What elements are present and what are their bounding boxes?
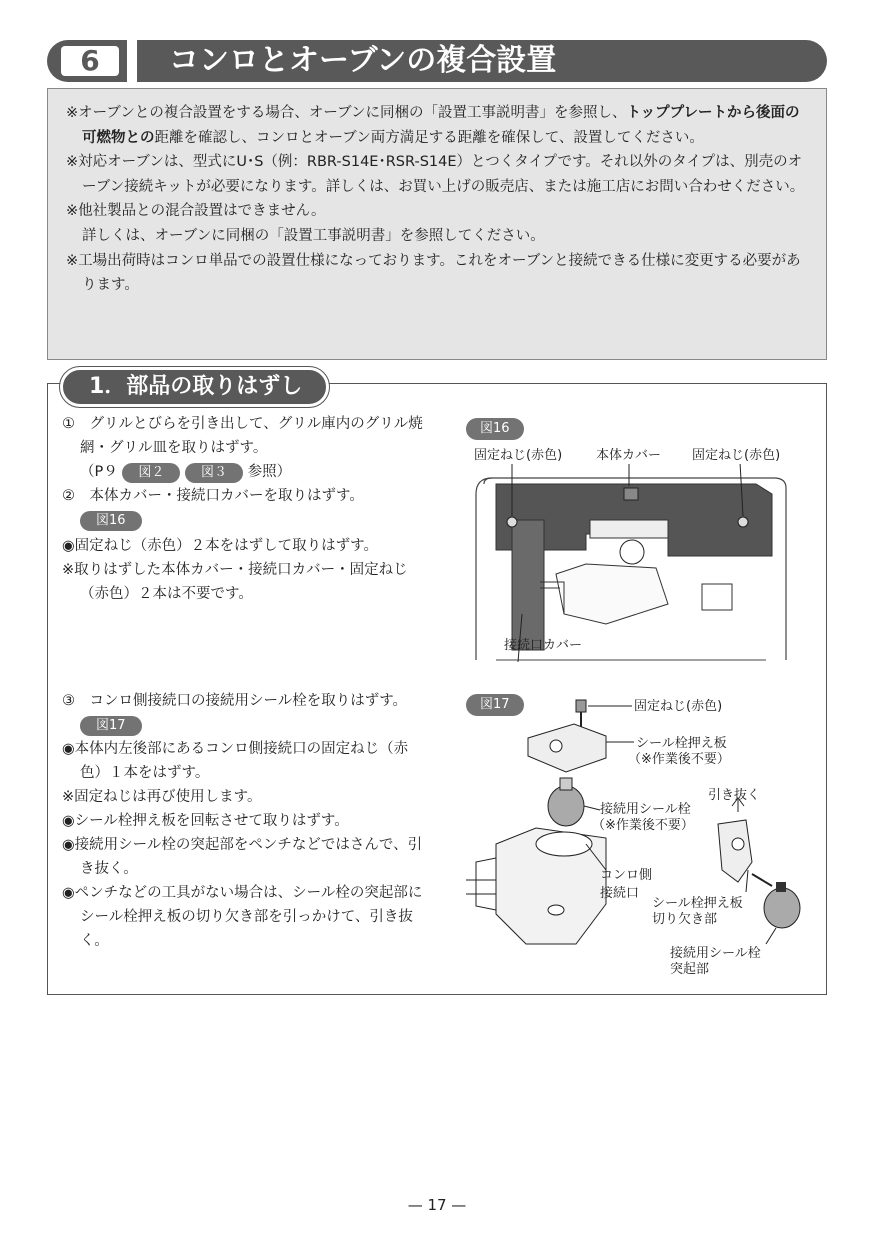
fig16-screw-left: 固定ねじ(赤色): [474, 448, 563, 463]
step-1-ref: （P９ 図２ 図３ 参照）: [62, 460, 424, 484]
step3-text: [62, 689, 424, 953]
figure-17: [456, 694, 816, 984]
step1-text: [62, 412, 424, 606]
fig16-body-cover: 本体カバー: [596, 448, 662, 463]
section-number: 6: [61, 46, 119, 76]
note-3: ※他社製品との混合設置はできません。: [66, 203, 326, 220]
step-3-bullet-3: ◉シール栓押え板を回転させて取りはずす。: [62, 813, 349, 829]
step-2-fig: [62, 508, 424, 532]
fig17-plate-1: シール栓押え板: [636, 736, 727, 751]
fig3-badge[interactable]: 図３: [185, 463, 243, 483]
fig17-proj-2: 突起部: [670, 962, 710, 977]
section-heading: コンロとオーブンの複合設置: [169, 43, 557, 78]
fig16-drawing: [456, 464, 796, 664]
header-divider: [127, 40, 137, 82]
fig17-label: 図17: [466, 694, 524, 716]
fig17-screw: 固定ねじ(赤色): [634, 699, 723, 714]
fig17-badge[interactable]: 図17: [80, 716, 142, 736]
step-3-bullet-1: ◉本体内左後部にあるコンロ側接続口の固定ねじ（赤色）１本をはずす。: [62, 741, 409, 781]
fig16-label: 図16: [466, 418, 524, 440]
fig17-pull: 引き抜く: [708, 788, 761, 803]
fig17-port-1: コンロ側: [600, 868, 653, 883]
step-2-bullet-2: ※取りはずした本体カバー・接続口カバー・固定ねじ（赤色）２本は不要です。: [62, 562, 408, 602]
notes-box: [47, 88, 827, 360]
fig17-proj-1: 接続用シール栓: [670, 946, 761, 961]
note-3b: 詳しくは、オーブンに同梱の「設置工事説明書」を参照してください。: [82, 227, 545, 244]
fig17-port-2: 接続口: [600, 886, 640, 901]
fig17-plate-2: （※作業後不要）: [628, 752, 730, 767]
note-4: ※工場出荷時はコンロ単品での設置仕様になっております。これをオーブンと接続できる仕様に変更する必要があります。: [66, 252, 801, 294]
fig17-notch-1: シール栓押え板: [652, 896, 743, 911]
page-number: — 17 —: [407, 1196, 467, 1214]
step-2: ② 本体カバー・接続口カバーを取りはずす。: [62, 488, 364, 504]
step-1: ① グリルとびらを引き出して、グリル庫内のグリル焼網・グリル皿を取りはずす。: [62, 416, 423, 456]
step-3-bullet-5: ◉ペンチなどの工具がない場合は、シール栓の突起部にシール栓押え板の切り欠き部を引っかけて、引き抜く。: [62, 885, 423, 949]
note-2: ※対応オーブンは、型式にU･S（例：RBR-S14E･RSR-S14E）とつくタイプです。それ以外のタイプは、別売のオーブン接続キットが必要になります。詳しくは、お買い上げの販売店、または施工店にお問い合わせください。: [66, 154, 805, 195]
figure-16: [456, 416, 796, 656]
fig16-badge[interactable]: 図16: [80, 511, 142, 531]
fig17-seal-1: 接続用シール栓: [600, 802, 691, 817]
step-3-bullet-2: ※固定ねじは再び使用します。: [62, 789, 262, 805]
note-1: ※オーブンとの複合設置をする場合、オーブンに同梱の「設置工事説明書」を参照し、トッププレートから後面の可燃物との距離を確認し、コンロとオーブン両方満足する距離を確保して、設置してください。: [66, 105, 800, 146]
step-3: ③ コンロ側接続口の接続用シール栓を取りはずす。 図17: [62, 689, 424, 737]
fig16-port-cover: 接続口カバー: [504, 638, 583, 653]
fig17-notch-2: 切り欠き部: [652, 912, 718, 927]
fig17-seal-2: （※作業後不要）: [592, 818, 694, 833]
fig16-screw-right: 固定ねじ(赤色): [692, 448, 781, 463]
section-header: [47, 40, 827, 82]
step-2-bullet-1: ◉固定ねじ（赤色）２本をはずして取りはずす。: [62, 538, 378, 554]
step-3-bullet-4: ◉接続用シール栓の突起部をペンチなどではさんで、引き抜く。: [62, 837, 423, 877]
subsection-title: 1．部品の取りはずし: [60, 367, 329, 407]
fig2-badge[interactable]: 図２: [122, 463, 180, 483]
